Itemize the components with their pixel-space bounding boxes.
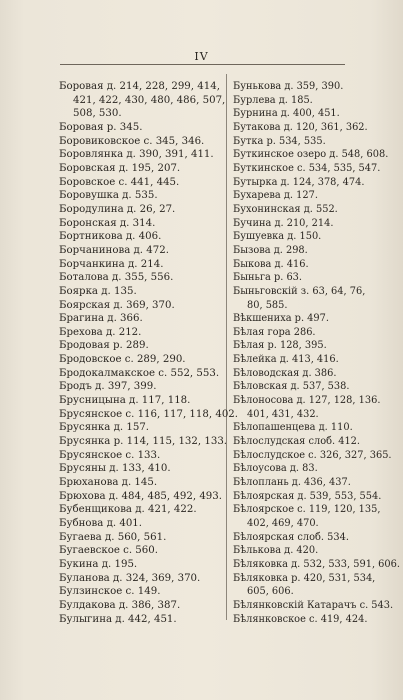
index-entry bbox=[59, 244, 223, 258]
entry-text: Бѣлая р. 128, 395. bbox=[233, 340, 327, 352]
entry-text: Буткинское с. 534, 535, 547. bbox=[233, 162, 381, 174]
index-entry bbox=[59, 176, 223, 190]
index-entry bbox=[59, 408, 239, 422]
index-entry bbox=[233, 353, 383, 367]
index-entry bbox=[59, 503, 223, 517]
entry-text: Бѣлопашенцева д. 110. bbox=[233, 422, 353, 434]
index-entry bbox=[59, 135, 223, 149]
index-entry bbox=[233, 107, 383, 121]
index-entry bbox=[59, 312, 223, 326]
entry-text: Боталова д. 355, 556. bbox=[59, 272, 174, 284]
index-entry bbox=[233, 80, 383, 94]
index-entry bbox=[59, 394, 223, 408]
entry-text: Бѣлоярская слоб. 534. bbox=[233, 531, 349, 543]
entry-text: Боровское с. 441, 445. bbox=[59, 176, 180, 188]
entry-text: Бурлева д. 185. bbox=[233, 94, 313, 106]
index-entry bbox=[59, 544, 223, 558]
entry-text: Брюхова д. 484, 485, 492, 493. bbox=[59, 490, 222, 502]
entry-text: Бѣляковка р. 420, 531, 534, bbox=[233, 572, 376, 584]
index-entry bbox=[233, 312, 383, 326]
entry-text: Булыгина д. 442, 451. bbox=[59, 613, 177, 625]
entry-text: Бѣлоусова д. 83. bbox=[233, 463, 318, 475]
entry-text: Бортникова д. 406. bbox=[59, 231, 162, 243]
index-entry bbox=[233, 503, 383, 530]
entry-text: Брусницына д. 117, 118. bbox=[59, 395, 191, 407]
entry-text: Бухарева д. 127. bbox=[233, 190, 318, 202]
index-entry bbox=[233, 326, 383, 340]
index-entry bbox=[233, 339, 383, 353]
entry-text: Бѣлянковское с. 419, 424. bbox=[233, 613, 368, 625]
entry-text: Боронская д. 314. bbox=[59, 217, 156, 229]
index-entry bbox=[59, 476, 223, 490]
index-entry bbox=[59, 531, 223, 545]
index-entry bbox=[233, 476, 383, 490]
index-entry bbox=[59, 462, 223, 476]
index-entry bbox=[233, 94, 383, 108]
index-entry bbox=[59, 572, 223, 586]
entry-text: Бродовая р. 289. bbox=[59, 340, 149, 352]
index-entry bbox=[233, 490, 383, 504]
entry-text: Бушуевка д. 150. bbox=[233, 231, 322, 243]
page-number: IV bbox=[194, 50, 209, 63]
entry-text: Бродокалмакское с. 552, 553. bbox=[59, 367, 220, 379]
entry-text: Бѣляковка д. 532, 533, 591, 606. bbox=[233, 558, 400, 570]
index-entry bbox=[233, 203, 383, 217]
index-entry bbox=[59, 613, 223, 627]
index-entry bbox=[233, 244, 383, 258]
index-entry bbox=[59, 299, 223, 313]
index-entry bbox=[59, 271, 223, 285]
entry-text: Брусянка р. 114, 115, 132, 133. bbox=[59, 436, 228, 448]
entry-text: Брусянка д. 157. bbox=[59, 422, 150, 434]
entry-text: Бѣлоплань д. 436, 437. bbox=[233, 477, 351, 489]
index-entry bbox=[233, 135, 383, 149]
index-entry bbox=[59, 285, 223, 299]
entry-text: Бубенщикова д. 421, 422. bbox=[59, 504, 197, 516]
index-entry bbox=[233, 449, 392, 463]
index-entry bbox=[59, 380, 223, 394]
entry-text: Букина д. 195. bbox=[59, 558, 138, 570]
index-entry bbox=[233, 380, 383, 394]
entry-continuation: 401, 431, 432. bbox=[247, 408, 319, 420]
index-column-right bbox=[233, 80, 400, 626]
index-entry bbox=[233, 148, 389, 162]
index-entry bbox=[233, 121, 383, 135]
index-entry bbox=[233, 217, 383, 231]
entry-text: Булзинское с. 149. bbox=[59, 586, 161, 598]
index-entry bbox=[233, 367, 383, 381]
entry-text: Боярка д. 135. bbox=[59, 285, 137, 297]
index-entry bbox=[59, 258, 223, 272]
index-entry bbox=[59, 189, 223, 203]
entry-text: Быкова д. 416. bbox=[233, 258, 309, 270]
entry-text: Боровская д. 195, 207. bbox=[59, 162, 181, 174]
index-entry bbox=[233, 544, 383, 558]
column-divider bbox=[226, 74, 227, 620]
index-entry bbox=[59, 230, 223, 244]
entry-text: Брехова д. 212. bbox=[59, 326, 142, 338]
index-entry bbox=[233, 421, 383, 435]
entry-text: Боровушка д. 535. bbox=[59, 190, 158, 202]
entry-text: Буткинское озеро д. 548, 608. bbox=[233, 149, 389, 161]
index-entry bbox=[233, 531, 383, 545]
entry-text: Бородулина д. 26, 27. bbox=[59, 203, 176, 215]
entry-continuation: 421, 422, 430, 480, 486, 507, bbox=[73, 94, 226, 106]
index-entry bbox=[59, 121, 223, 135]
entry-text: Бѣловская д. 537, 538. bbox=[233, 381, 350, 393]
index-entry bbox=[233, 599, 394, 613]
entry-text: Борчанинова д. 472. bbox=[59, 244, 169, 256]
index-entry bbox=[59, 517, 223, 531]
index-entry bbox=[233, 176, 383, 190]
index-entry bbox=[59, 339, 223, 353]
header-rule bbox=[60, 64, 345, 65]
index-entry bbox=[59, 148, 223, 162]
index-entry bbox=[233, 462, 383, 476]
index-entry bbox=[59, 585, 223, 599]
entry-text: Боровлянка д. 390, 391, 411. bbox=[59, 149, 214, 161]
entry-continuation: 508, 530. bbox=[73, 108, 122, 120]
entry-continuation: 80, 585. bbox=[247, 299, 288, 311]
entry-text: Боровиковское с. 345, 346. bbox=[59, 135, 205, 147]
entry-text: Брагина д. 366. bbox=[59, 313, 143, 325]
entry-text: Быньговскій з. 63, 64, 76, bbox=[233, 285, 366, 297]
entry-text: Бурнина д. 400, 451. bbox=[233, 108, 340, 120]
index-entry bbox=[59, 421, 223, 435]
index-entry bbox=[233, 558, 400, 572]
entry-text: Бучина д. 210, 214. bbox=[233, 217, 334, 229]
index-entry bbox=[233, 230, 383, 244]
entry-text: Боровая р. 345. bbox=[59, 121, 143, 133]
index-entry bbox=[59, 599, 223, 613]
index-entry bbox=[233, 258, 383, 272]
entry-continuation: 605, 606. bbox=[247, 586, 294, 598]
index-entry bbox=[59, 217, 223, 231]
index-entry bbox=[59, 353, 223, 367]
index-entry bbox=[59, 326, 223, 340]
entry-text: Бутакова д. 120, 361, 362. bbox=[233, 121, 368, 133]
entry-text: Брусянское с. 133. bbox=[59, 449, 161, 461]
entry-text: Брусяны д. 133, 410. bbox=[59, 463, 171, 475]
entry-text: Боровая д. 214, 228, 299, 414, bbox=[59, 81, 220, 92]
entry-text: Брюханова д. 145. bbox=[59, 477, 158, 489]
index-entry bbox=[233, 285, 383, 312]
entry-text: Боярская д. 369, 370. bbox=[59, 299, 175, 311]
entry-text: Бубнова д. 401. bbox=[59, 518, 143, 529]
entry-text: Бутка р. 534, 535. bbox=[233, 135, 326, 147]
index-entry bbox=[59, 435, 228, 449]
entry-text: Борчанкина д. 214. bbox=[59, 258, 164, 270]
entry-continuation: 402, 469, 470. bbox=[247, 518, 319, 529]
entry-text: Бѣлоярское с. 119, 120, 135, bbox=[233, 504, 381, 516]
index-entry bbox=[59, 367, 223, 381]
entry-text: Бѣловодская д. 386. bbox=[233, 367, 337, 379]
index-entry bbox=[233, 271, 383, 285]
index-entry bbox=[59, 80, 226, 121]
entry-text: Бѣлькова д. 420. bbox=[233, 545, 319, 557]
index-entry bbox=[59, 162, 223, 176]
index-entry bbox=[233, 394, 383, 421]
entry-text: Бызова д. 298. bbox=[233, 244, 308, 256]
index-entry bbox=[59, 490, 223, 504]
entry-text: Бутырка д. 124, 378, 474. bbox=[233, 176, 365, 188]
index-entry bbox=[233, 435, 383, 449]
index-entry bbox=[59, 449, 223, 463]
entry-text: Бѣлянковскій Катарачъ с. 543. bbox=[233, 599, 394, 611]
index-entry bbox=[59, 558, 223, 572]
entry-text: Булдакова д. 386, 387. bbox=[59, 599, 181, 611]
entry-text: Брусянское с. 116, 117, 118, 402. bbox=[59, 408, 239, 420]
entry-text: Бѣлоярская д. 539, 553, 554. bbox=[233, 490, 382, 502]
index-entry bbox=[233, 572, 383, 599]
index-entry bbox=[59, 203, 223, 217]
index-column-left bbox=[59, 80, 239, 626]
entry-text: Бѣлейка д. 413, 416. bbox=[233, 354, 339, 366]
entry-text: Бунькова д. 359, 390. bbox=[233, 81, 344, 92]
entry-text: Бродъ д. 397, 399. bbox=[59, 381, 157, 393]
index-entry bbox=[233, 162, 383, 176]
index-entry bbox=[233, 189, 383, 203]
entry-text: Бѣлослудское с. 326, 327, 365. bbox=[233, 449, 392, 461]
entry-text: Бѣлая гора 286. bbox=[233, 326, 316, 338]
entry-text: Бѣлоносова д. 127, 128, 136. bbox=[233, 395, 381, 407]
entry-text: Бухонинская д. 552. bbox=[233, 203, 338, 215]
index-entry bbox=[233, 613, 383, 627]
entry-text: Бугаева д. 560, 561. bbox=[59, 531, 167, 543]
entry-text: Буланова д. 324, 369, 370. bbox=[59, 572, 201, 584]
entry-text: Бродовское с. 289, 290. bbox=[59, 354, 186, 366]
entry-text: Бѣлослудская слоб. 412. bbox=[233, 436, 361, 448]
entry-text: Вѣкшениха р. 497. bbox=[233, 313, 329, 325]
entry-text: Быньга р. 63. bbox=[233, 272, 303, 284]
entry-text: Бугаевское с. 560. bbox=[59, 545, 158, 557]
